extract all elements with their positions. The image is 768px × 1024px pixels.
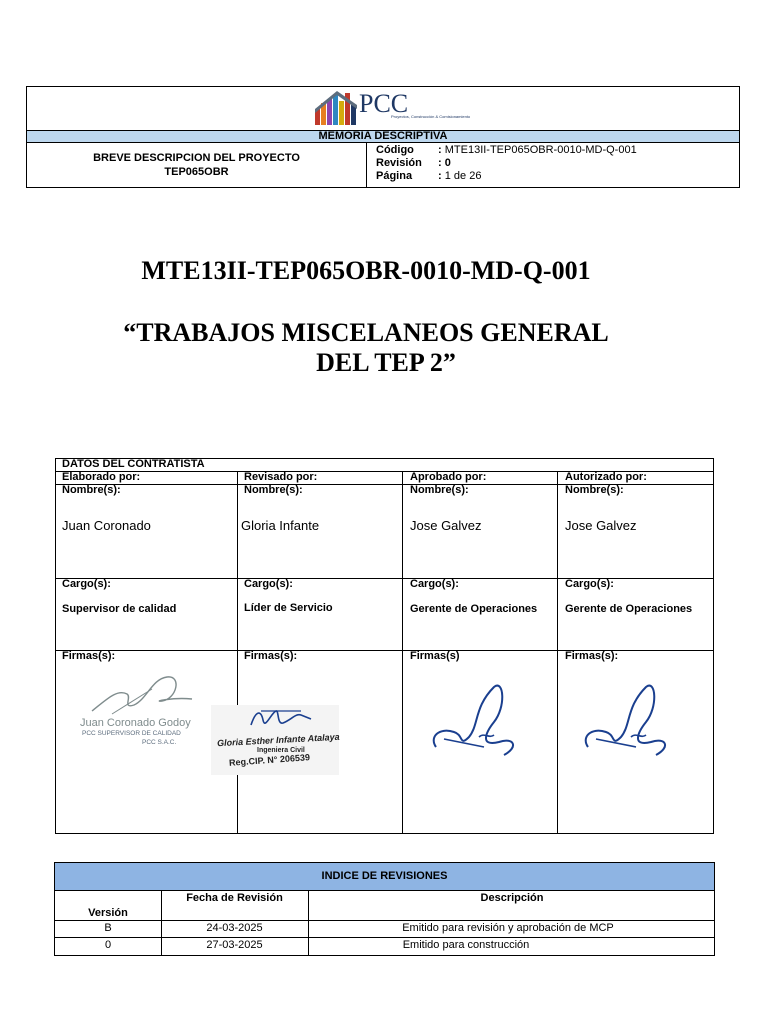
document-meta (376, 144, 637, 183)
meta-revision-value: 0 (444, 157, 451, 169)
firma-label: Firmas(s): (62, 650, 116, 662)
signature-1-icon (72, 669, 202, 719)
stamp-1-name: Juan Coronado Godoy (80, 717, 191, 729)
logo-area (27, 87, 739, 130)
contractor-table (55, 458, 714, 834)
meta-revision-label: Revisión (376, 157, 422, 169)
pcc-logo-icon (315, 91, 359, 127)
cargo-value: Gerente de Operaciones (565, 603, 693, 615)
name-label: Nombre(s): (62, 484, 121, 496)
meta-revision: Revisión : 0 (376, 157, 451, 169)
signature-3-icon (424, 677, 534, 761)
name-value: Juan Coronado (62, 518, 151, 533)
table-row-date: 27-03-2025 (206, 939, 263, 951)
document-code-title: MTE13II-TEP065OBR-0010-MD-Q-001 (141, 256, 591, 285)
name-value: Jose Galvez (410, 518, 482, 533)
divider (237, 472, 238, 833)
signature-stamp-1 (72, 669, 202, 749)
firma-label: Firmas(s): (244, 650, 298, 662)
cargo-value: Líder de Servicio (244, 602, 333, 614)
role-elaborado: Elaborado por: (62, 471, 141, 483)
logo-text: PCC (359, 89, 409, 118)
meta-page-label: Página (376, 170, 413, 182)
meta-code: Código : MTE13II-TEP065OBR-0010-MD-Q-001 (376, 144, 637, 156)
divider (55, 920, 714, 921)
stamp-2-line3: Reg.CIP. N° 206539 (228, 752, 311, 768)
stamp-2-name: Gloria Esther Infante Atalaya (216, 731, 340, 749)
signature-2-icon (241, 705, 341, 735)
project-line-2: TEP065OBR (164, 166, 229, 178)
stamp-2-line2: Ingeniera Civil (257, 747, 305, 754)
logo-subtitle: Proyectos, Construcción & Comisionamiento (391, 114, 471, 119)
role-aprobado: Aprobado por: (410, 471, 487, 483)
project-line-1: BREVE DESCRIPCION DEL PROYECTO (93, 152, 300, 164)
divider (56, 578, 713, 579)
project-description (27, 143, 367, 187)
name-label: Nombre(s): (244, 484, 303, 496)
meta-page: Página : 1 de 26 (376, 170, 482, 182)
header-band-title: MEMORIA DESCRIPTIVA (27, 130, 739, 143)
cargo-label: Cargo(s): (565, 578, 614, 590)
document-title-line-1: “TRABAJOS MISCELANEOS GENERAL (123, 318, 609, 347)
cargo-label: Cargo(s): (410, 578, 459, 590)
role-autorizado: Autorizado por: (565, 471, 647, 483)
header-description: Descripción (480, 892, 544, 904)
table-row-version: 0 (104, 939, 112, 951)
cargo-value: Gerente de Operaciones (410, 603, 538, 615)
role-revisado: Revisado por: (244, 471, 318, 483)
divider (402, 472, 403, 833)
stamp-1-line3: PCC S.A.C. (142, 739, 177, 746)
table-row-description: Emitido para revisión y aprobación de MCP (402, 922, 614, 934)
name-value: Jose Galvez (565, 518, 637, 533)
header-date: Fecha de Revisión (186, 892, 283, 904)
document-title-line-2: DEL TEP 2” (316, 348, 456, 377)
name-label: Nombre(s): (565, 484, 624, 496)
divider (55, 937, 714, 938)
meta-code-label: Código (376, 144, 414, 156)
name-label: Nombre(s): (410, 484, 469, 496)
stamp-1-line2: PCC SUPERVISOR DE CALIDAD (82, 730, 181, 737)
revisions-table (54, 862, 715, 956)
meta-code-value: MTE13II-TEP065OBR-0010-MD-Q-001 (444, 144, 637, 156)
cargo-label: Cargo(s): (62, 578, 111, 590)
signature-4-icon (576, 677, 686, 761)
meta-page-value: 1 de 26 (444, 170, 482, 182)
signature-stamp-2 (211, 705, 339, 775)
cargo-label: Cargo(s): (244, 578, 293, 590)
firma-label: Firmas(s) (410, 650, 460, 662)
contractor-section-title: DATOS DEL CONTRATISTA (62, 458, 205, 470)
divider (557, 472, 558, 833)
document-header (26, 86, 740, 188)
name-value: Gloria Infante (241, 518, 320, 533)
cargo-value: Supervisor de calidad (62, 603, 177, 615)
table-row-date: 24-03-2025 (206, 922, 263, 934)
header-version: Versión (88, 907, 128, 919)
table-row-description: Emitido para construcción (402, 939, 530, 951)
revisions-title: INDICE DE REVISIONES (55, 863, 714, 891)
table-row-version: B (104, 922, 112, 934)
document-title (0, 318, 732, 378)
firma-label: Firmas(s): (565, 650, 619, 662)
